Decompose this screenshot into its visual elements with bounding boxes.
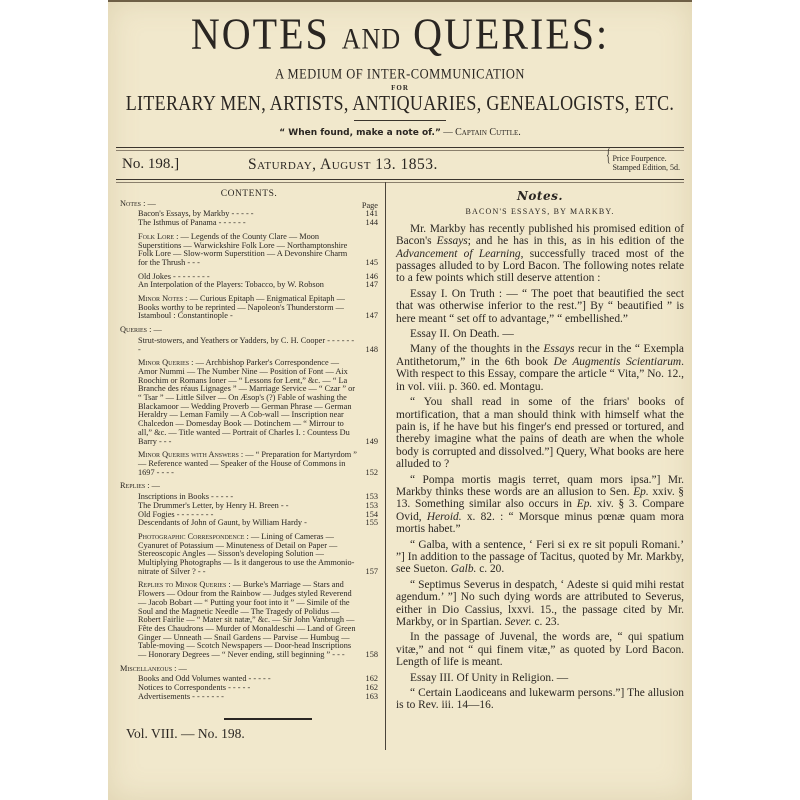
contents-entry-text: The Drummer's Letter, by Henry H. Breen - -: [138, 500, 289, 510]
contents-entry-text: “ Preparation for Martyrdom ” — Reference wanted — Speaker of the House of Commons in 1697 - - - -: [138, 450, 357, 477]
contents-column: [120, 189, 378, 741]
contents-entry-page: 158: [365, 650, 378, 660]
contents-entry-lead: Replies to Minor Queries : —: [138, 580, 242, 590]
article-paragraph: “ Galba, with a sentence, ‘ Feri si ex re sit populi Romani.’ ”] In addition to the passage of Tacitus, quoted by Mr. Markby, see Sueton. Galb. c. 20.: [396, 538, 684, 576]
contents-entry-text: Strut-stowers, and Yeathers or Yadders, by C. H. Cooper - - - - - - -: [138, 335, 355, 354]
contents-entry: [120, 295, 378, 321]
contents-entry-page: 153: [365, 492, 378, 502]
contents-entry-page: 149: [365, 436, 378, 446]
contents-entry-page: 162: [365, 683, 378, 693]
contents-entry-text: Books and Odd Volumes wanted - - - - -: [138, 674, 271, 684]
contents-section-heading: Miscellaneous : —: [120, 663, 187, 673]
page-label: Page: [361, 201, 378, 210]
contents-entry-text: Descendants of John of Gaunt, by William Hardy -: [138, 518, 307, 528]
contents-entry-page: 152: [365, 467, 378, 477]
contents-entry-text: An Interpolation of the Players: Tobacco, by W. Robson: [138, 280, 324, 290]
contents-entry-lead: Minor Queries with Answers : —: [138, 450, 254, 460]
contents-entry: [120, 519, 378, 528]
price-block: [606, 145, 680, 172]
contents-entry-lead: Minor Notes : —: [138, 294, 198, 304]
article-paragraph: Essay II. On Death. —: [410, 328, 514, 341]
article-paragraph: In the passage of Juvenal, the words are, “ qui spatium vitæ,” and not “ qui finem vitæ,” as quoted by Lord Bacon. Length of life is meant.: [396, 631, 684, 669]
article-paragraph: “ Pompa mortis magis terret, quam mors ipsa.”] Mr. Markby thinks these words are an allusion to Sen. Ep. xxiv. § 13. Something similar also occurs in Ep. xiv. § 3. Compare Ovid, Heroid. x. 82. : “ Morsque minus pœnæ quam mora mortis habet.”: [396, 473, 684, 536]
article-column: [396, 190, 684, 715]
article-paragraph: Many of the thoughts in the Essays recur in the “ Exempla Antithetorum,” in the 6th book De Augmentis Scientiarum. With respect to this Essay, compare the article “ Vita,” No. 12., in vol. viii. p. 360. ed. Montagu.: [396, 343, 684, 393]
contents-section-heading: Notes : —: [120, 198, 156, 208]
contents-entry: [120, 337, 378, 354]
contents-entry-text: The Isthmus of Panama - - - - - -: [138, 218, 246, 228]
subtitle-for: FOR: [391, 84, 409, 92]
article-paragraph: “ You shall read in some of the friars' books of mortification, that a man should think with himself what the pain is, if he have but his finger's end pressed or tortured, and thereby imagine what the pains of death are when the whole body is corrupted and dissolved.”] Query, What books are here alluded to ?: [396, 396, 684, 471]
article-paragraph: Essay III. Of Unity in Religion. —: [410, 671, 569, 684]
motto-quote: “ When found, make a note of.”: [279, 128, 441, 138]
issue-line: [122, 145, 680, 176]
article-paragraph: Mr. Markby has recently published his promised edition of Bacon's Essays; and he has in this, as in his edition of the Advancement of Learning, successfully traced most of the passages alluded to by Lord Bacon. The following notes relate to a few points which still deserve attention :: [396, 222, 684, 285]
motto-dash: —: [440, 128, 456, 138]
contents-entry: [120, 533, 378, 577]
contents-list: [120, 200, 378, 702]
contents-entry: [120, 281, 378, 290]
article-body: [396, 223, 684, 712]
contents-entry-page: 147: [365, 280, 378, 290]
price-line-1: Price Fourpence.: [612, 154, 667, 163]
masthead: [108, 8, 692, 138]
title-queries: QUERIES:: [413, 7, 610, 59]
contents-entry-page: 146: [365, 271, 378, 281]
contents-entry-text: Old Jokes - - - - - - - -: [138, 271, 210, 281]
contents-entry-text: Archbishop Parker's Correspondence — Amor Nummi — The Number Nine — Position of Font — Aix Roochim or Romans Ioner — “ Lessons for Lent,” &c. — “ La Branche des réaus Lignages ” — Marriage Service — “ Czar ” or “ Tsar ” — Little Silver — On Æsop's (?) Fable of washing the Blackamoor — Wedding Proverb — German Phrase — German Heraldry — Leman Family — A Cob-wall — Inscription near Chalcedon — Domesday Book — Dotinchem — “ Mirrour to all,” &c. — Title wanted — Portrait of Charles I. : Countess Du Barry - - -: [138, 358, 356, 446]
contents-entry-page: 148: [365, 344, 378, 354]
contents-end-rule: [224, 718, 312, 720]
motto: [108, 127, 692, 138]
contents-entry: [120, 693, 378, 702]
top-rule: [116, 147, 684, 151]
contents-entry-text: Legends of the County Clare — Moon Superstitions — Warwickshire Folk Lore — Northamptonshire Folk Lore — Slow-worm Superstition — A Devonshire Charm for the Thrush - - -: [138, 231, 348, 267]
contents-entry-page: 144: [365, 218, 378, 228]
contents-entry-text: Bacon's Essays, by Markby - - - - -: [138, 209, 254, 219]
notes-section-heading: Notes.: [516, 189, 564, 203]
contents-entry-text: Notices to Correspondents - - - - -: [138, 683, 251, 693]
contents-entry: [120, 219, 378, 228]
contents-entry-page: 157: [365, 566, 378, 576]
newspaper-page: [108, 0, 692, 800]
article-title: BACON'S ESSAYS, BY MARKBY.: [465, 207, 615, 217]
article-paragraph: Essay I. On Truth : — “ The poet that beautified the sect that was otherwise inferior to the rest.”] By “ beautified ” is here meant “ set off to advantage,” “ embellished.”: [396, 287, 684, 325]
contents-section-heading: Queries : —: [120, 325, 162, 335]
contents-entry-text: Inscriptions in Books - - - - -: [138, 492, 234, 502]
title-notes: NOTES: [190, 7, 330, 59]
contents-entry-page: 154: [365, 509, 378, 519]
publication-title: [108, 9, 692, 64]
contents-entry-text: Curious Epitaph — Enigmatical Epitaph — Books worthy to be reprinted — Napoleon's Thunderstorm — Istamboul : Constantinople -: [138, 294, 345, 321]
price-line-2: Stamped Edition, 5d.: [612, 163, 680, 172]
contents-section-heading: Replies : —: [120, 481, 160, 491]
contents-entry: [120, 451, 378, 477]
motto-attribution: Captain Cuttle.: [455, 127, 521, 138]
masthead-rule: [354, 120, 446, 121]
article-paragraph: “ Certain Laodiceans and lukewarm persons.”] The allusion is to Rev. iii. 14—16.: [396, 687, 684, 712]
contents-entry: [120, 581, 378, 659]
issue-number: No. 198.]: [122, 156, 180, 172]
audience-line: LITERARY MEN, ARTISTS, ANTIQUARIES, GENEALOGISTS, ETC.: [125, 91, 675, 115]
volume-line: Vol. VIII. — No. 198.: [126, 725, 245, 741]
contents-entry: [120, 233, 378, 268]
contents-entry-page: 155: [365, 518, 378, 528]
column-divider: [385, 182, 386, 750]
contents-entry-page: 163: [365, 691, 378, 701]
contents-heading: CONTENTS.: [220, 189, 278, 199]
subtitle: A MEDIUM OF INTER-COMMUNICATION: [275, 65, 525, 82]
contents-entry-page: 145: [365, 257, 378, 267]
contents-entry-text: Lining of Cameras — Cyanuret of Potassium — Minuteness of Detail on Paper — Stereoscopic Angles — Sisson's developing Solution — Multiplying Photographs — Is it dangerous to use the Ammonio-nitrate of Silver ? - -: [138, 531, 355, 576]
contents-entry: [120, 359, 378, 446]
brace-icon: {: [606, 145, 611, 165]
contents-entry-lead: Minor Queries : —: [138, 358, 204, 368]
issue-date: Saturday, August 13. 1853.: [248, 156, 438, 173]
title-and: AND: [341, 22, 402, 55]
issue-rule: [116, 179, 684, 183]
contents-entry-page: 153: [365, 500, 378, 510]
contents-entry-text: Burke's Marriage — Stars and Flowers — Odour from the Rainbow — Judges styled Reverend — Jacob Bobart — “ Putting your foot into it ” — Simile of the Soul and the Magnetic Needle — The Tragedy of Polidus — Robert Fairlie — “ Mater sit natæ,” &c. — Sir John Vanbrugh — Fête des Chaudrons — Murder of Monaldeschi — Land of Green Ginger — Unneath — Snail Gardens — Parvise — Humbug — Table-moving — Scotch Newspapers — Door-head Inscriptions — Honorary Degrees — “ Never ending, still beginning ” - - -: [138, 580, 356, 660]
contents-entry-page: 147: [365, 311, 378, 321]
contents-entry-lead: Folk Lore : —: [138, 231, 189, 241]
article-paragraph: “ Septimus Severus in despatch, ‘ Adeste si quid mihi restat agendum.’ ”] No such dying words are attributed to Severus, either in Dio Cassius, lxxvi. 15., the passage cited by Mr. Markby, or in Spartian. Sever. c. 23.: [396, 578, 684, 628]
contents-entry-page: 162: [365, 674, 378, 684]
contents-entry-text: Advertisements - - - - - - -: [138, 691, 224, 701]
contents-entry-page: 141: [365, 209, 378, 219]
page-top-edge: [108, 0, 692, 2]
contents-entry-lead: Photographic Correspondence : —: [138, 531, 260, 541]
contents-entry-text: Old Fogies - - - - - - - -: [138, 509, 214, 519]
